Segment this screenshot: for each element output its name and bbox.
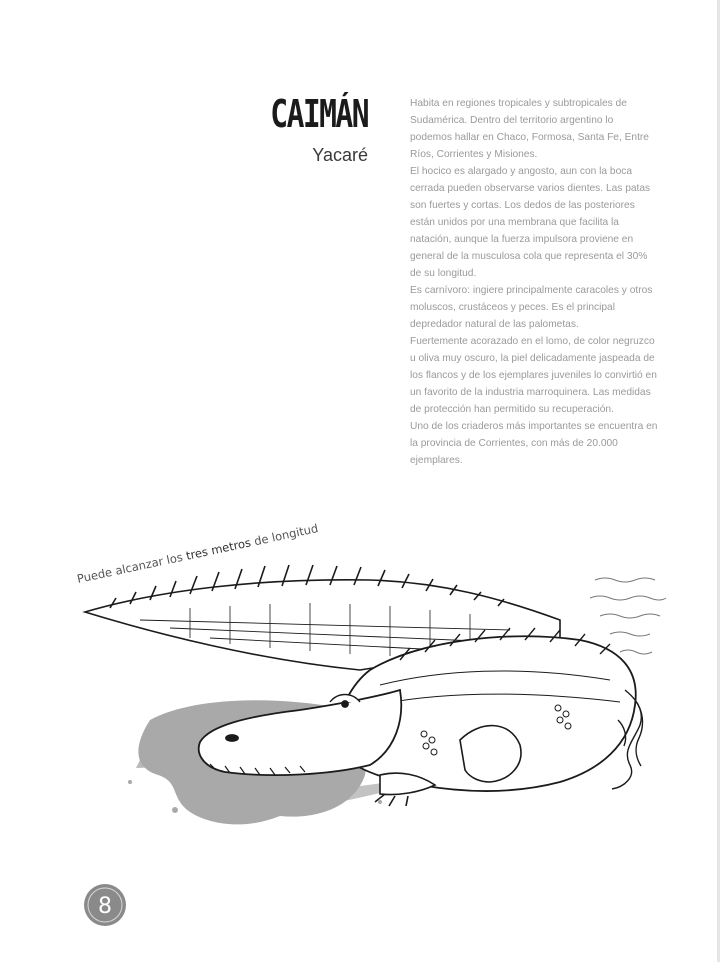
page-subtitle: Yacaré bbox=[312, 145, 368, 165]
caption-highlight: tres metros bbox=[184, 535, 253, 563]
caption-before: Puede alcanzar los bbox=[75, 549, 188, 586]
paragraph-habitat: Habita en regiones tropicales y subtropicales de Sudamérica. Dentro del territorio argentino lo podemos hallar en Chaco, Formosa, Santa Fe, Entre Ríos, Corrientes y Misiones. bbox=[410, 98, 649, 160]
svg-text:Puede alcanzar los tres metros bbox=[76, 521, 320, 586]
paragraph-diet: Es carnívoro: ingiere principalmente caracoles y otros moluscos, crustáceos y peces. Es el principal depredador natural de las palometas. bbox=[410, 285, 653, 330]
page-number-badge bbox=[82, 882, 128, 928]
caiman-illustration bbox=[40, 520, 700, 840]
caption-after: de longitud bbox=[249, 521, 320, 550]
page-number: 8 bbox=[98, 894, 112, 919]
page-title: CAIMÁN bbox=[270, 92, 368, 136]
water-ripples bbox=[590, 578, 666, 654]
page-number-icon bbox=[82, 882, 128, 928]
caiman-drawing bbox=[40, 520, 700, 840]
paragraph-anatomy: El hocico es alargado y angosto, aun con la boca cerrada pueden observarse varios dientes. Las patas son fuertes y cortas. Los dedos de las posteriores están unidos por una membrana que facilita la natación, aunque la fuerza impulsora proviene en general de la musculosa cola que representa el 30% de su longitud. bbox=[410, 166, 651, 279]
caption-group bbox=[76, 521, 320, 586]
paragraph-skin: Fuertemente acorazado en el lomo, de color negruzco u oliva muy oscuro, la piel delicadamente jaspeada de los flancos y de los ejemplares juveniles lo convirtió en un favorito de la industria marroquinera. Las medidas de protección han permitido su recuperación. bbox=[410, 336, 657, 415]
paragraph-breeding: Uno de los criaderos más importantes se encuentra en la provincia de Corrientes, con más de 20.000 ejemplares. bbox=[410, 421, 658, 466]
body-text bbox=[410, 95, 658, 469]
